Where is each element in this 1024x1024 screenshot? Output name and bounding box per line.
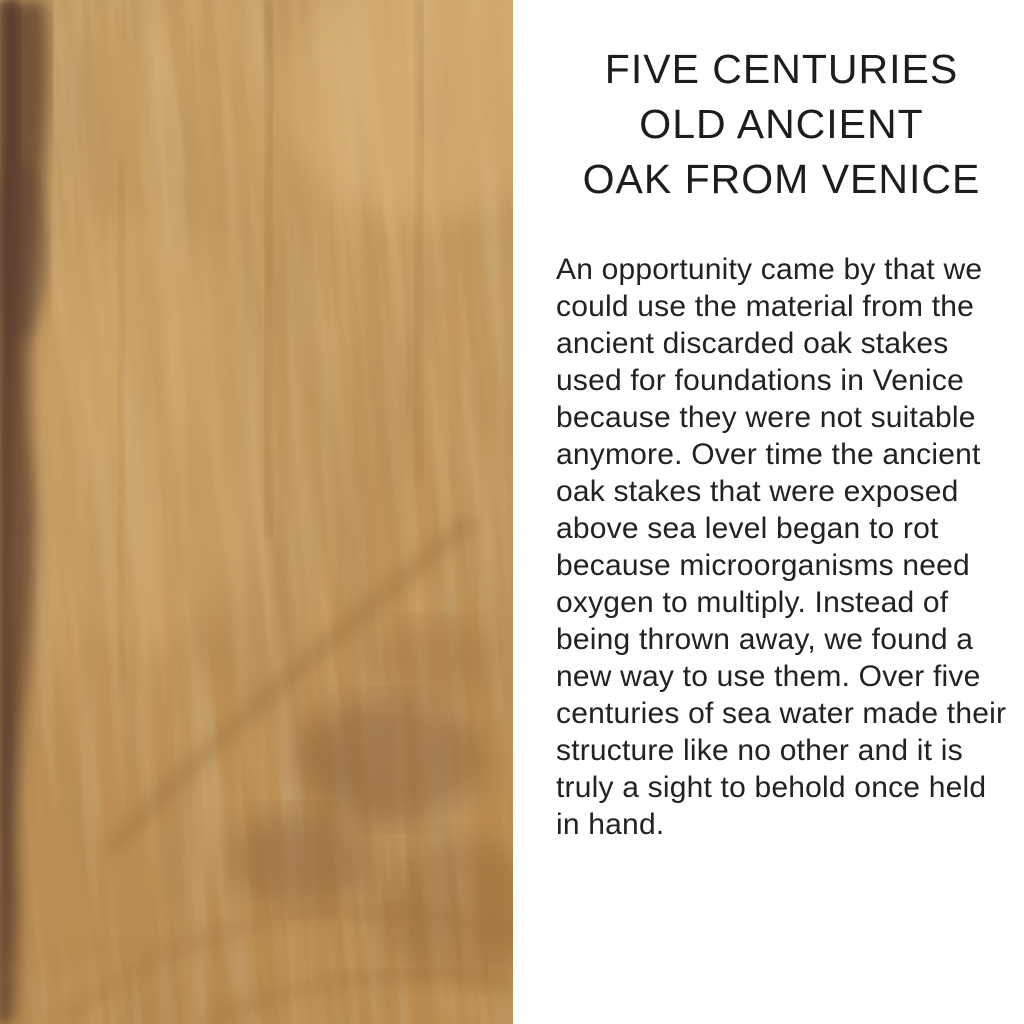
page-title <box>555 42 1008 207</box>
description-paragraph: An opportunity came by that we could use the material from the ancient discarded oak stakes used for foundations in Venice because they were not suitable anymore. Over time the ancient oak stakes that were exposed above sea level began to rot because microorganisms need oxygen to multiply. Instead of being thrown away, we found a new way to use them. Over five centuries of sea water made their structure like no other and it is truly a sight to behold once held in hand. <box>556 253 1007 841</box>
title-line-1: FIVE CENTURIES <box>604 46 959 92</box>
title-line-3: OAK FROM VENICE <box>582 156 981 202</box>
text-panel <box>513 0 1024 1024</box>
title-line-2: OLD ANCIENT <box>639 101 924 147</box>
